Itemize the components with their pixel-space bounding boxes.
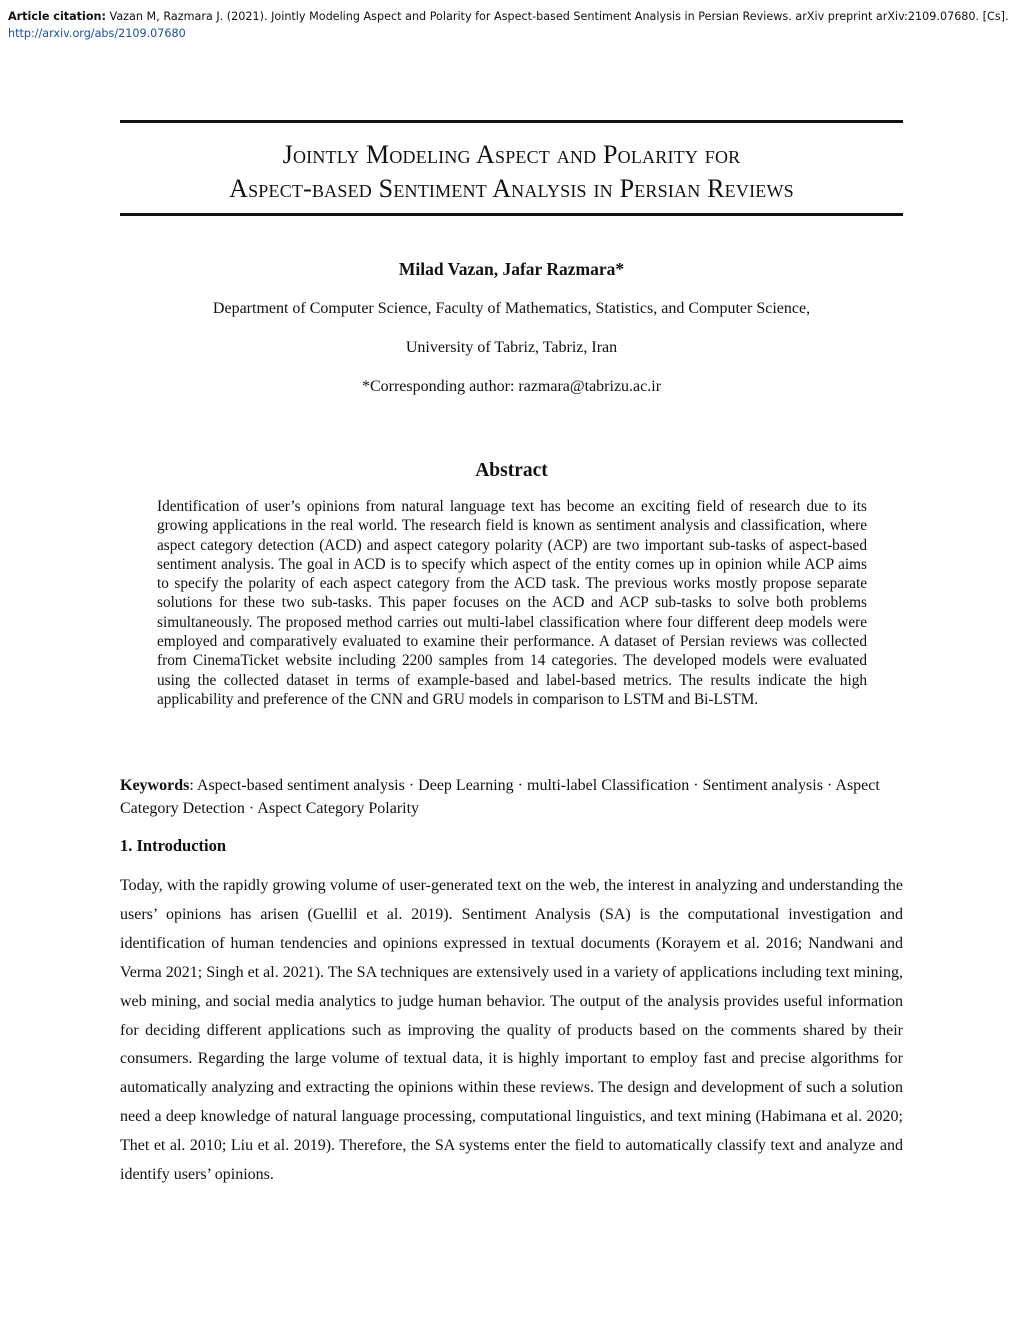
paper-title bbox=[120, 138, 903, 206]
article-citation bbox=[8, 8, 1018, 42]
introduction-text: Today, with the rapidly growing volume of user-generated text on the web, the interest in analyzing and understanding the users’ opinions has arisen (Guellil et al. 2019). Sentiment Analysis (SA) is the computational investigation and identification of human tendencies and opinions expressed in textual documents (Korayem et al. 2016; Nandwani and Verma 2021; Singh et al. 2021). The SA techniques are extensively used in a variety of applications including text mining, web mining, and social media analytics to judge human behavior. The output of the analysis provides useful information for deciding different applications such as improving the quality of products based on the comments shared by their consumers. Regarding the large volume of textual data, it is highly important to employ fast and precise algorithms for automatically analyzing and extracting the opinions within these reviews. The design and development of such a solution need a deep knowledge of natural language processing, computational linguistics, and text mining (Habimana et al. 2020; Thet et al. 2010; Liu et al. 2019). Therefore, the SA systems enter the field to automatically classify text and analyze and identify users’ opinions. bbox=[120, 877, 903, 1184]
abstract-heading: Abstract bbox=[475, 460, 548, 481]
keywords-label: Keywords bbox=[120, 777, 190, 794]
corresponding-author: *Corresponding author: razmara@tabrizu.ac.ir bbox=[361, 378, 662, 395]
affiliation-line-1: Department of Computer Science, Faculty of Mathematics, Statistics, and Computer Science, bbox=[212, 300, 811, 317]
title-line-2: Aspect-based Sentiment Analysis in Persian Reviews bbox=[229, 174, 794, 203]
title-bottom-rule bbox=[120, 213, 903, 216]
affiliation-line-2: University of Tabriz, Tabriz, Iran bbox=[405, 339, 618, 356]
citation-text: Vazan M, Razmara J. (2021). Jointly Modeling Aspect and Polarity for Aspect-based Sentiment Analysis in Persian Reviews. arXiv preprint arXiv:2109.07680. [Cs]. bbox=[109, 10, 1009, 23]
authors: Milad Vazan, Jafar Razmara* bbox=[398, 259, 625, 279]
keywords-text: : Aspect-based sentiment analysis · Deep Learning · multi-label Classification · Sentiment analysis · Aspect Category Detection · Aspect Category Polarity bbox=[120, 777, 880, 817]
title-top-rule bbox=[120, 120, 903, 123]
keywords bbox=[120, 775, 903, 820]
citation-url[interactable]: http://arxiv.org/abs/2109.07680 bbox=[8, 27, 186, 40]
title-line-1: Jointly Modeling Aspect and Polarity for bbox=[282, 140, 741, 169]
introduction-heading: 1. Introduction bbox=[120, 836, 227, 855]
citation-label: Article citation: bbox=[8, 10, 106, 23]
abstract-text: Identification of user’s opinions from natural language text has become an exciting field of research due to its growing applications in the real world. The research field is known as sentiment analysis and classification, where aspect category detection (ACD) and aspect category polarity (ACP) are two important sub-tasks of aspect-based sentiment analysis. The goal in ACD is to specify which aspect of the entity comes up in opinion while ACP aims to specify the polarity of each aspect category from the ACD task. The previous works mostly propose separate solutions for these two sub-tasks. This paper focuses on the ACD and ACP sub-tasks to solve both problems simultaneously. The proposed method carries out multi-label classification where four different deep models were employed and comparatively evaluated to examine their performance. A dataset of Persian reviews was collected from CinemaTicket website including 2200 samples from 14 categories. The developed models were evaluated using the collected dataset in terms of example-based and label-based metrics. The results indicate the high applicability and preference of the CNN and GRU models in comparison to LSTM and Bi-LSTM. bbox=[157, 498, 867, 708]
